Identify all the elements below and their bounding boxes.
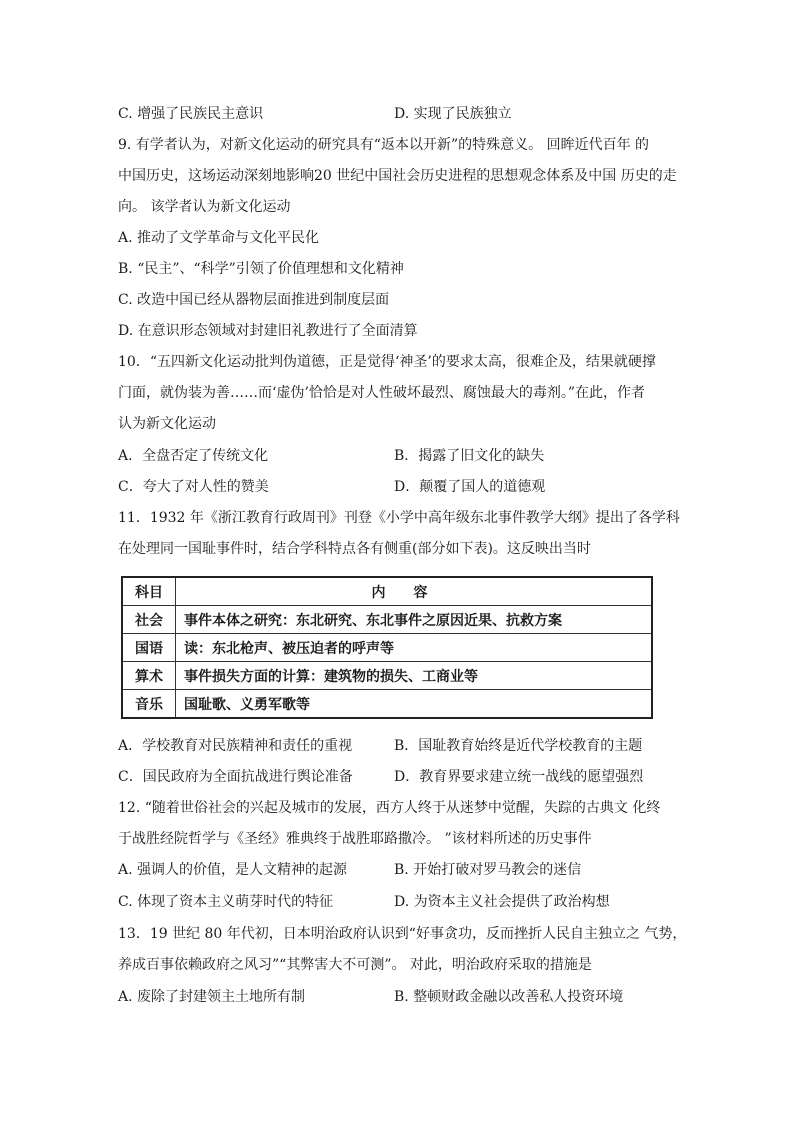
table-header-content: 内容 [176,577,653,606]
q9-stem-line-3: 向。 该学者认为新文化运动 [118,199,291,215]
q13-stem-line-2: 养成百事依赖政府之风习”“其弊害大不可测”。 对此，明治政府采取的措施是 [118,957,592,973]
q9-option-a: A. 推动了文学革命与文化平民化 [118,230,320,246]
q13-stem-line-1: 13．19 世纪 80 年代初，日本明治政府认识到“好事贪功，反而挫折人民自主独立之 气势， [118,926,687,942]
q9-option-c: C. 改造中国已经从器物层面推进到制度层面 [118,292,390,308]
q11-stem-line-1: 11．1932 年《浙江教育行政周刊》刊登《小学中高年级东北事件教学大纲》提出了各学科 [118,510,680,526]
q9-option-b: B. “民主”、“科学”引领了价值理想和文化精神 [118,261,404,277]
table-header-subject: 科目 [122,577,176,606]
q11-option-b: B．国耻教育始终是近代学校教育的主题 [394,738,643,754]
q9-option-d: D. 在意识形态领域对封建旧礼教进行了全面清算 [118,323,418,339]
q9-stem-line-1: 9. 有学者认为，对新文化运动的研究具有“返本以开新”的特殊意义。 回眸近代百年 的 [118,137,650,153]
table-row [122,606,652,634]
q10-option-a: A．全盘否定了传统文化 [118,448,269,464]
table-cell-subject: 算术 [122,662,176,690]
q11-option-d: D．教育界要求建立统一战线的愿望强烈 [394,769,644,785]
table-row [122,634,652,662]
q13-option-b: B. 整顿财政金融以改善私人投资环境 [394,989,624,1005]
table-cell-subject: 国语 [122,634,176,662]
q8-option-c: C. 增强了民族民主意识 [118,106,264,122]
q10-stem-line-1: 10．“五四新文化运动批判伪道德，正是觉得‘神圣’的要求太高，很难企及，结果就硬撑 [118,354,656,370]
q10-option-d: D．颠覆了国人的道德观 [394,479,546,495]
table-cell-subject: 社会 [122,606,176,634]
table-cell-subject: 音乐 [122,690,176,719]
q9-stem-line-2: 中国历史，这场运动深刻地影响20 世纪中国社会历史进程的思想观念体系及中国 历史的走 [118,168,677,184]
table-header-row [122,577,652,606]
q11-option-c: C．国民政府为全面抗战进行舆论准备 [118,769,353,785]
q12-option-b: B. 开始打破对罗马教会的迷信 [394,862,582,878]
q10-stem-line-2: 门面，就伪装为善……而‘虚伪’恰恰是对人性破坏最烈、腐蚀最大的毒剂。”在此，作者 [118,385,646,401]
q12-option-d: D. 为资本主义社会提供了政治构想 [394,894,610,910]
table-cell-content: 事件本体之研究：东北研究、东北事件之原因近果、抗救方案 [176,606,653,634]
q10-stem-line-3: 认为新文化运动 [118,416,216,432]
q10-option-c: C．夸大了对人性的赞美 [118,479,269,495]
table-cell-content: 读：东北枪声、被压迫者的呼声等 [176,634,653,662]
q12-option-a: A. 强调人的价值，是人文精神的起源 [118,862,348,878]
table-cell-content: 事件损失方面的计算：建筑物的损失、工商业等 [176,662,653,690]
table-cell-content: 国耻歌、义勇军歌等 [176,690,653,719]
q12-stem-line-1: 12. “随着世俗社会的兴起及城市的发展，西方人终于从迷梦中觉醒，失踪的古典文 化终 [118,800,661,816]
q11-stem-line-2: 在处理同一国耻事件时，结合学科特点各有侧重(部分如下表)。这反映出当时 [118,541,591,557]
table-row [122,662,652,690]
q11-option-a: A．学校教育对民族精神和责任的重视 [118,738,353,754]
q12-option-c: C. 体现了资本主义萌芽时代的特征 [118,894,334,910]
table-row [122,690,652,719]
q8-option-d: D. 实现了民族独立 [394,106,512,122]
subject-content-table [121,576,653,719]
q10-option-b: B．揭露了旧文化的缺失 [394,448,545,464]
q12-stem-line-2: 于战胜经院哲学与《圣经》雅典终于战胜耶路撒冷。 ”该材料所述的历史事件 [118,831,592,847]
q13-option-a: A. 废除了封建领主土地所有制 [118,989,306,1005]
